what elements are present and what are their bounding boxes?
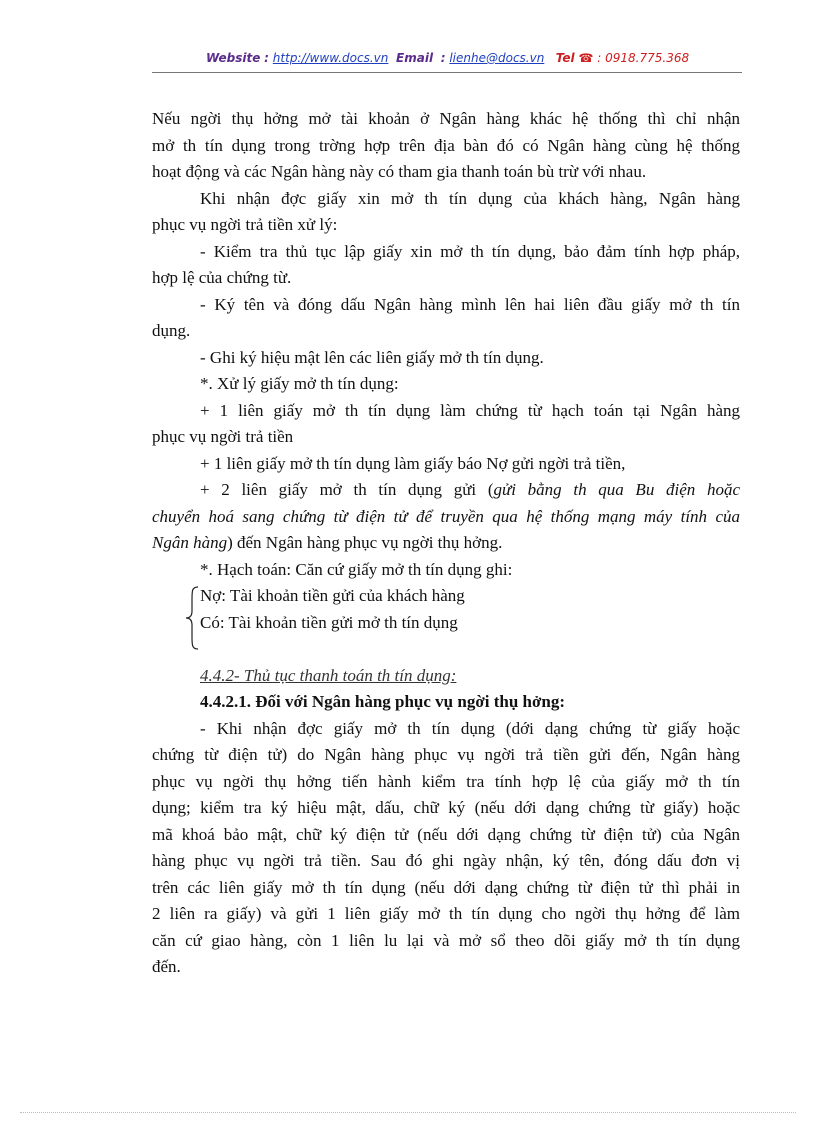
email-link[interactable]: lienhe@docs.vn	[449, 51, 545, 65]
body-line: chứng từ điện tử) do Ngân hàng phục vụ ngời trả tiền gửi đến, Ngân hàng	[152, 745, 740, 764]
body-line: trên các liên giấy mở th tín dụng (nếu dới dạng chứng từ điện tử thì phải in	[152, 877, 740, 897]
body-line: - Ký tên và đóng dấu Ngân hàng mình lên hai liên đầu giấy mở th tín	[200, 294, 740, 314]
accounting-entry	[152, 583, 740, 663]
body-line: 2 liên ra giấy) và gửi 1 liên giấy mở th tín dụng cho ngời thụ hởng để làm	[152, 904, 740, 923]
email-label: Email	[396, 51, 434, 65]
body-line: mở th tín dụng trong trờng hợp trên địa bàn đó có Ngân hàng cùng hệ thống	[152, 135, 740, 155]
section-heading: 4.4.2- Thủ tục thanh toán th tín dụng:	[200, 665, 457, 685]
phone-number: : 0918.775.368	[597, 51, 690, 65]
body-line: phục vụ ngời thụ hởng tiến hành kiểm tra tính hợp lệ của giấy mở th tín	[152, 771, 740, 791]
body-line: + 1 liên giấy mở th tín dụng làm giấy báo Nợ gửi ngời trả tiền,	[200, 453, 626, 473]
document-body	[152, 106, 740, 981]
curly-brace-icon	[184, 585, 200, 651]
body-line: Khi nhận đợc giấy xin mở th tín dụng của khách hàng, Ngân hàng	[200, 188, 740, 208]
footer-divider	[20, 1112, 796, 1113]
body-line: hàng phục vụ ngời trả tiền. Sau đó ghi ngày nhận, ký tên, đóng dấu đơn vị	[152, 851, 740, 870]
body-line: - Kiểm tra thủ tục lập giấy xin mở th tín dụng, bảo đảm tính hợp pháp,	[200, 241, 740, 261]
body-line: phục vụ ngời trả tiền	[152, 427, 294, 446]
spacer	[200, 636, 740, 663]
debit-entry: Nợ: Tài khoản tiền gửi của khách hàng	[200, 586, 465, 605]
body-text: + 2 liên giấy mở th tín dụng gửi (	[200, 480, 494, 499]
body-line: căn cứ giao hàng, còn 1 liên lu lại và mở sổ theo dõi giấy mở th tín dụng	[152, 930, 740, 950]
body-line: Nếu ngời thụ hởng mở tài khoản ở Ngân hàng khác hệ thống thì chỉ nhận	[152, 109, 740, 128]
body-line: mã khoá bảo mật, chữ ký điện tử (nếu dới dạng chứng từ điện tử) của Ngân	[152, 824, 740, 844]
body-line: *. Xử lý giấy mở th tín dụng:	[200, 374, 399, 393]
credit-entry: Có: Tài khoản tiền gửi mở th tín dụng	[200, 612, 458, 632]
body-line: chuyển hoá sang chứng từ điện tử để truyền qua hệ thống mạng máy tính của	[152, 506, 740, 526]
body-line: hợp lệ của chứng từ.	[152, 268, 292, 287]
email-separator: :	[440, 51, 446, 65]
header-contact-line	[206, 51, 689, 65]
body-line: - Khi nhận đợc giấy mở th tín dụng (dới dạng chứng từ giấy hoặc	[200, 718, 740, 738]
subsection-heading: 4.4.2.1. Đối với Ngân hàng phục vụ ngời thụ hởng:	[200, 692, 566, 711]
website-separator: :	[264, 51, 269, 65]
italic-text: Ngân hàng	[152, 533, 228, 552]
body-line: đến.	[152, 957, 181, 976]
body-line: dụng.	[152, 321, 191, 340]
body-line	[152, 530, 740, 557]
page-header	[152, 50, 742, 73]
body-line: hoạt động và các Ngân hàng này có tham gia thanh toán bù trừ với nhau.	[152, 162, 647, 181]
tel-label: Tel	[555, 51, 575, 65]
phone-icon: ☎	[578, 51, 594, 65]
website-link[interactable]: http://www.docs.vn	[272, 51, 389, 65]
body-line: dụng; kiểm tra ký hiệu mật, dấu, chữ ký (nếu dới dạng chứng từ giấy) hoặc	[152, 798, 740, 817]
body-text: ) đến Ngân hàng phục vụ ngời thụ hởng.	[227, 533, 503, 552]
body-line	[152, 477, 740, 504]
body-line: + 1 liên giấy mở th tín dụng làm chứng từ hạch toán tại Ngân hàng	[200, 400, 740, 420]
website-label: Website	[206, 51, 261, 65]
body-line: *. Hạch toán: Căn cứ giấy mở th tín dụng ghi:	[200, 559, 513, 579]
body-line: phục vụ ngời trả tiền xử lý:	[152, 215, 338, 234]
body-line: - Ghi ký hiệu mật lên các liên giấy mở th tín dụng.	[200, 347, 544, 367]
italic-text: gửi bằng th qua Bu điện hoặc	[493, 480, 740, 499]
